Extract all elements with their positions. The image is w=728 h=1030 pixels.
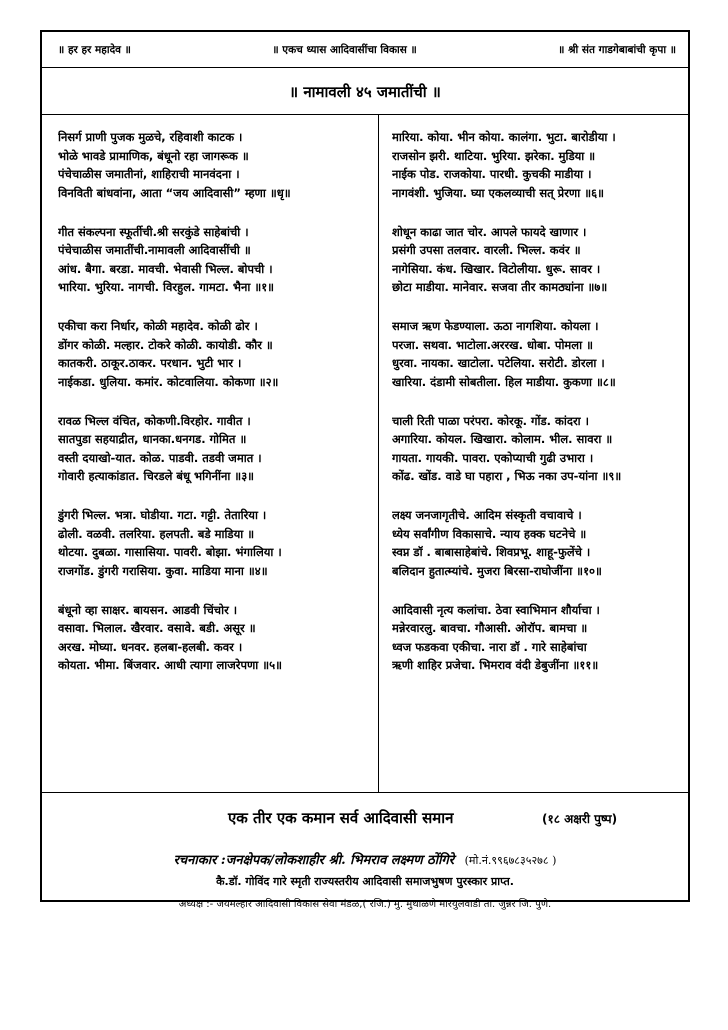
verse-line: पंचेचाळीस जमातींची.नामावली आदिवासींची ॥	[58, 243, 251, 257]
verse-line: परजा. सथवा. भाटोला.अररख. धोबा. पोमला ॥	[392, 337, 593, 352]
stanza-4	[58, 412, 374, 486]
verse-line: राजसोन झरी. थाटिया. भुरिया. झरेका. मुडिया ॥	[392, 148, 596, 163]
verse-line: भारिया. भुरिया. नागची. विरहुल. गामटा. भैना ॥१॥	[58, 280, 275, 294]
verse-line: कातकरी. ठाकूर.ठाकर. परधान. भुटी भार ।	[58, 356, 242, 370]
verse-line: डोंगर कोळी. मल्हार. टोकरे कोळी. कायोडी. कौर ॥	[58, 337, 273, 352]
verse-line: ध्वज फडकवा एकीचा. नारा डॉ . गारे साहेबांचा	[392, 639, 587, 654]
slogan-rule	[42, 792, 688, 793]
verse-line: गायता. गायकी. पावरा. एकोप्याची गुढी उभारा ।	[392, 450, 594, 465]
verse-line: नाईकडा. धुलिया. कमांर. कोटवालिया. कोकणा ॥२॥	[58, 374, 279, 389]
verse-line: नाईक पोड. राजकोया. पारधी. कुचकी माडीया ।	[392, 167, 592, 181]
verse-line: लक्ष्य जनजागृतीचे. आदिम संस्कृती वचावाचे ।	[392, 508, 582, 522]
verse-line: अरख. मोघ्या. धनवर. हलबा-हलबी. कवर ।	[58, 639, 243, 654]
verse-line: प्रसंगी उपसा तलवार. वारली. भिल्ल. कवंर ॥	[392, 243, 581, 257]
verse-line: खारिया. दंडामी सोबतीला. हिल माडीया. कुकणा ॥८॥	[392, 374, 616, 389]
address-line: अध्यक्ष :- जयमल्हार आदिवासी विकास सेवा मंडळ,( रजि.) मु. मुथाळणे मारयुलवाडी ता. जुन्नर जि. पुणे.	[178, 899, 552, 910]
left-column	[58, 128, 374, 695]
verse-line: निसर्ग प्राणी पुजक मुळचे, रहिवाशी काटक ।	[58, 130, 243, 144]
verse-line: नागवंशी. भुजिया. घ्या एकलव्याची सत् प्रेरणा ॥६॥	[392, 185, 604, 200]
verse-line: शोधून काढा जात चोर. आपले फायदे खाणार ।	[392, 224, 587, 239]
verse-line: डुंगरी भिल्ल. भत्रा. घोडीया. गटा. गट्टी. तेतारिया ।	[58, 508, 267, 522]
header-center: ॥ एकच ध्यास आदिवासींचा विकास ॥	[272, 43, 417, 56]
verse-line: नागेसिया. कंध. खिखार. विटोलीया. धुरू. सावर ।	[392, 261, 601, 276]
header-left: ॥ हर हर महादेव ॥	[58, 43, 131, 56]
verse-line: एकीचा करा निर्धार, कोळी महादेव. कोळी ढोर ।	[58, 319, 258, 333]
verse-line: गोवारी हत्याकांडात. चिरडले बंधू भगिनींना ॥३॥	[58, 469, 255, 483]
verse-line: ध्येय सर्वांगीण विकासाचे. न्याय हक्क घटनेचे ॥	[392, 526, 587, 541]
stanza-9	[392, 317, 688, 391]
verse-line: बंधूनो व्हा साक्षर. बायसन. आडवी चिंचोर ।	[58, 602, 238, 617]
verse-line: विनविती बांधवांना, आता “जय आदिवासी” म्हणा ॥धृ॥	[58, 185, 291, 200]
verse-line: समाज ऋण फेडण्याला. ऊठा नागशिया. कोयला ।	[392, 319, 599, 333]
slogan-note: (१८ अक्षरी पुष्प)	[542, 812, 618, 826]
verse-line: आदिवासी नृत्य कलांचा. ठेवा स्वाभिमान शौर्याचा ।	[392, 602, 600, 617]
page-title: ॥ नामावली ४५ जमातींची ॥	[289, 83, 441, 101]
verse-line: चाली रिती पाळा परंपरा. कोरकू. गोंड. कांदरा ।	[392, 413, 589, 428]
stanza-1	[58, 128, 374, 202]
verse-line: बलिदान हुतात्म्यांचे. मुजरा बिरसा-राघोजींना ॥१०॥	[392, 563, 602, 578]
slogan-text: एक तीर एक कमान सर्व आदिवासी समान	[228, 809, 454, 827]
stanza-3	[58, 317, 374, 391]
header-right: ॥ श्री संत गाडगेबाबांची कृपा ॥	[558, 43, 676, 56]
header-row	[42, 32, 688, 68]
verse-line: राजगोंड. डुंगरी गरासिया. कुवा. माडिया माना ॥४॥	[58, 563, 268, 578]
stanza-5	[58, 506, 374, 580]
verse-line: रावळ भिल्ल वंचित, कोकणी.विरहोर. गावीत ।	[58, 413, 251, 428]
verse-line: भोळे भावडे प्रामाणिक, बंधूनो रहा जागरूक ॥	[58, 148, 249, 163]
stanza-12	[392, 601, 688, 675]
verse-line: वसावा. भिलाल. खैरवार. वसावे. बडी. असूर ॥	[58, 621, 256, 635]
verse-line: आंध. बैगा. बरडा. मावची. भेवासी भिल्ल. बोपची ।	[58, 261, 273, 276]
page-frame	[40, 30, 690, 910]
verse-line: गीत संकल्पना स्फूर्तीची.श्री सरकुंडे साहेबांची ।	[58, 224, 249, 239]
stanza-11	[392, 506, 688, 580]
verse-line: थोटया. दुबळा. गासासिया. पावरी. बोझा. भंगालिया ।	[58, 545, 282, 559]
stanza-8	[392, 223, 688, 297]
stanza-6	[58, 601, 374, 675]
right-column	[392, 128, 688, 695]
stanza-7	[392, 128, 688, 202]
verse-line: धुरवा. नायका. खाटोला. पटेलिया. सरोटी. डोरला ।	[392, 356, 605, 370]
author-phone: (मो.नं.९९६७८३५२७८ )	[464, 854, 557, 867]
verse-line: वस्ती दयाखो-यात. कोळ. पाडवी. तडवी जमात ।	[58, 450, 262, 465]
column-divider	[378, 114, 379, 792]
verse-line: ऋणी शाहिर प्रजेचा. भिमराव वंदी डेबुजींना ॥११॥	[392, 658, 599, 672]
title-rule	[42, 114, 688, 115]
stanza-2	[58, 223, 374, 297]
verse-line: पंचेचाळीस जमातीनां, शाहिराची मानवंदना ।	[58, 167, 240, 181]
verse-line: कोयता. भीमा. बिंजवार. आधी त्यागा लाजरेपणा ॥५॥	[58, 658, 283, 672]
author-name: रचनाकार :जनक्षेपक/लोकशाहीर श्री. भिमराव लक्ष्मण ठोंगिरे	[173, 853, 455, 868]
verse-line: स्वप्न डॉ . बाबासाहेबांचे. शिवप्रभू. शाहू-फुलेंचे ।	[392, 545, 591, 559]
verse-line: कोंढ. खोंड. वाडे घा पहारा , भिऊ नका उप-यांना ॥९॥	[392, 469, 622, 483]
award-line: कै.डॉ. गोविंद गारे स्मृती राज्यस्तरीय आदिवासी समाजभुषण पुरस्कार प्राप्त.	[216, 875, 514, 888]
verse-line: ढोली. वळवी. तलरिया. हलपती. बडे माडिया ॥	[58, 526, 255, 541]
verse-line: अगारिया. कोयल. खिखारा. कोलाम. भील. सावरा ॥	[392, 432, 613, 446]
author-line	[42, 850, 688, 868]
verse-line: मारिया. कोया. भीन कोया. कालंगा. भुटा. बारोडीया ।	[392, 130, 616, 144]
verse-line: सातपुडा सहयाद्रीत, धानका.धनगड. गोमित ॥	[58, 432, 247, 446]
verse-line: मन्नेरवारलु. बावचा. गौआसी. ओरॉप. बामचा ॥	[392, 621, 588, 635]
stanza-10	[392, 412, 688, 486]
verse-line: छोटा माडीया. मानेवार. सजवा तीर कामठ्यांना ॥७॥	[392, 280, 608, 294]
